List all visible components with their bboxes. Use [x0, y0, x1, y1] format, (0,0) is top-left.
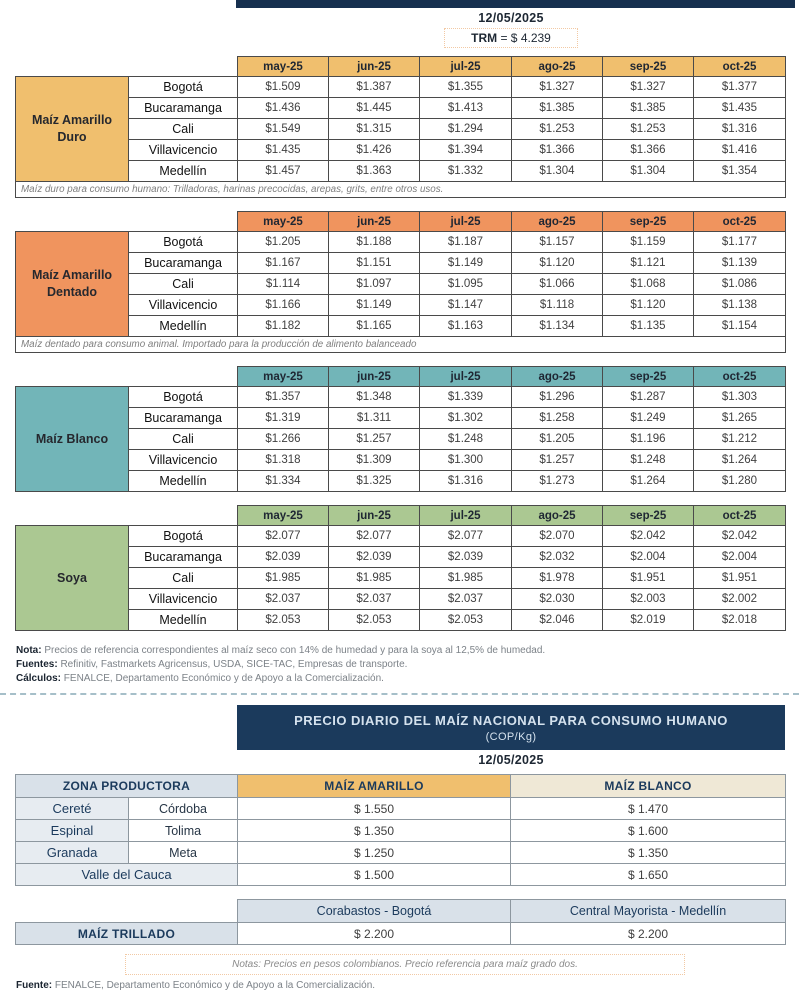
city-cell: Villavicencio — [129, 140, 238, 161]
price-cell: $1.280 — [694, 471, 786, 492]
price-cell: $1.413 — [420, 98, 512, 119]
central-mayorista-header: Central Mayorista - Medellín — [511, 900, 786, 923]
table-row — [16, 295, 786, 316]
zone-price-cell: $ 1.470 — [511, 798, 786, 820]
trm-value: = $ 4.239 — [500, 31, 551, 45]
city-cell: Medellín — [129, 316, 238, 337]
zone-header-row — [16, 775, 786, 798]
table-row — [16, 429, 786, 450]
price-table-section-0 — [15, 56, 785, 198]
price-cell: $1.135 — [603, 316, 694, 337]
price-cell: $1.149 — [420, 253, 512, 274]
city-cell: Cali — [129, 274, 238, 295]
fuente-text: FENALCE, Departamento Económico y de Apoyo a la Comercialización. — [54, 980, 376, 991]
table-row — [16, 568, 786, 589]
price-cell: $1.304 — [512, 161, 603, 182]
price-cell: $1.066 — [512, 274, 603, 295]
daily-section-header — [237, 705, 785, 767]
price-cell: $1.205 — [512, 429, 603, 450]
price-cell: $1.086 — [694, 274, 786, 295]
table-row — [16, 98, 786, 119]
fuentes-line — [16, 658, 799, 672]
city-cell: Villavicencio — [129, 450, 238, 471]
zone-dept-cell: Córdoba — [129, 798, 238, 820]
city-cell: Villavicencio — [129, 295, 238, 316]
price-cell: $1.248 — [603, 450, 694, 471]
city-cell: Bucaramanga — [129, 408, 238, 429]
calculos-text: FENALCE, Departamento Económico y de Apoyo a la Comercialización. — [63, 673, 384, 684]
month-header-row — [16, 506, 786, 526]
price-cell: $1.332 — [420, 161, 512, 182]
price-cell: $1.196 — [603, 429, 694, 450]
daily-date: 12/05/2025 — [478, 753, 544, 767]
nota-line — [16, 644, 799, 658]
price-cell: $2.004 — [603, 547, 694, 568]
price-cell: $1.355 — [420, 77, 512, 98]
city-cell: Cali — [129, 568, 238, 589]
price-cell: $1.139 — [694, 253, 786, 274]
price-cell: $1.985 — [329, 568, 420, 589]
table-row — [16, 589, 786, 610]
price-cell: $1.309 — [329, 450, 420, 471]
table-row — [16, 450, 786, 471]
price-cell: $1.188 — [329, 232, 420, 253]
zone-row — [16, 798, 786, 820]
price-cell: $2.004 — [694, 547, 786, 568]
table-row — [16, 610, 786, 631]
price-cell: $1.377 — [694, 77, 786, 98]
table-row — [16, 140, 786, 161]
price-cell: $1.348 — [329, 387, 420, 408]
price-cell: $2.042 — [603, 526, 694, 547]
maiz-amarillo-header: MAÍZ AMARILLO — [238, 775, 511, 798]
month-header-cell: jul-25 — [420, 212, 512, 232]
price-cell: $1.265 — [694, 408, 786, 429]
fuentes-text: Refinitiv, Fastmarkets Agricensus, USDA, SICE-TAC, Empresas de transporte. — [60, 659, 408, 670]
price-table-section-1 — [15, 211, 785, 353]
month-header-cell: oct-25 — [694, 212, 786, 232]
month-header-cell: jul-25 — [420, 367, 512, 387]
price-table — [15, 366, 786, 492]
price-cell: $1.311 — [329, 408, 420, 429]
price-table-section-3 — [15, 505, 785, 631]
price-cell: $1.385 — [603, 98, 694, 119]
report-header — [237, 11, 785, 48]
price-cell: $2.077 — [420, 526, 512, 547]
month-header-cell: jun-25 — [329, 367, 420, 387]
calculos-line — [16, 672, 799, 686]
price-cell: $1.951 — [603, 568, 694, 589]
city-cell: Villavicencio — [129, 589, 238, 610]
price-cell: $2.037 — [329, 589, 420, 610]
zone-row — [16, 842, 786, 864]
fuente-line — [16, 980, 799, 991]
price-cell: $1.138 — [694, 295, 786, 316]
table-row — [16, 77, 786, 98]
trillado-price-bogota: $ 2.200 — [238, 923, 511, 945]
fuente-label: Fuente: — [16, 980, 53, 991]
price-cell: $1.114 — [238, 274, 329, 295]
price-cell: $1.385 — [512, 98, 603, 119]
price-cell: $1.394 — [420, 140, 512, 161]
price-cell: $2.037 — [238, 589, 329, 610]
trillado-label: MAÍZ TRILLADO — [16, 923, 238, 945]
price-cell: $1.120 — [512, 253, 603, 274]
price-cell: $1.304 — [603, 161, 694, 182]
price-cell: $1.302 — [420, 408, 512, 429]
zone-price-cell: $ 1.500 — [238, 864, 511, 886]
price-cell: $1.147 — [420, 295, 512, 316]
price-cell: $1.287 — [603, 387, 694, 408]
price-cell: $2.070 — [512, 526, 603, 547]
zone-price-cell: $ 1.650 — [511, 864, 786, 886]
month-header-cell: jun-25 — [329, 212, 420, 232]
price-cell: $1.978 — [512, 568, 603, 589]
price-cell: $1.167 — [238, 253, 329, 274]
month-header-cell: sep-25 — [603, 506, 694, 526]
spacer-cell — [16, 900, 238, 923]
price-cell: $2.019 — [603, 610, 694, 631]
city-cell: Bogotá — [129, 526, 238, 547]
daily-title: PRECIO DIARIO DEL MAÍZ NACIONAL PARA CONSUMO HUMANO — [294, 713, 728, 728]
price-cell: $1.163 — [420, 316, 512, 337]
month-header-cell: jul-25 — [420, 506, 512, 526]
price-cell: $2.053 — [238, 610, 329, 631]
city-cell: Bogotá — [129, 77, 238, 98]
price-cell: $1.985 — [238, 568, 329, 589]
daily-title-box — [237, 705, 785, 750]
price-cell: $1.325 — [329, 471, 420, 492]
monthly-price-tables — [15, 56, 785, 631]
price-cell: $2.037 — [420, 589, 512, 610]
price-cell: $1.205 — [238, 232, 329, 253]
price-cell: $1.366 — [603, 140, 694, 161]
price-cell: $1.157 — [512, 232, 603, 253]
city-cell: Bucaramanga — [129, 253, 238, 274]
price-cell: $1.416 — [694, 140, 786, 161]
month-header-cell: ago-25 — [512, 506, 603, 526]
price-cell: $1.315 — [329, 119, 420, 140]
price-cell: $1.985 — [420, 568, 512, 589]
city-cell: Cali — [129, 119, 238, 140]
price-cell: $1.257 — [329, 429, 420, 450]
top-banner-partial — [236, 0, 795, 8]
price-cell: $2.053 — [420, 610, 512, 631]
month-header-cell: may-25 — [238, 506, 329, 526]
price-cell: $1.334 — [238, 471, 329, 492]
zone-dept-cell: Tolima — [129, 820, 238, 842]
notes-block — [16, 644, 799, 686]
zone-header: ZONA PRODUCTORA — [16, 775, 238, 798]
price-cell: $2.032 — [512, 547, 603, 568]
zone-name-cell: Granada — [16, 842, 129, 864]
table-row — [16, 232, 786, 253]
nota-label: Nota: — [16, 645, 42, 656]
price-cell: $1.095 — [420, 274, 512, 295]
price-cell: $1.253 — [512, 119, 603, 140]
price-cell: $1.435 — [238, 140, 329, 161]
price-cell: $1.257 — [512, 450, 603, 471]
table-row — [16, 253, 786, 274]
price-cell: $1.159 — [603, 232, 694, 253]
price-cell: $1.264 — [603, 471, 694, 492]
price-cell: $1.319 — [238, 408, 329, 429]
price-cell: $1.318 — [238, 450, 329, 471]
price-cell: $2.018 — [694, 610, 786, 631]
footnote-row — [16, 182, 786, 198]
price-cell: $1.549 — [238, 119, 329, 140]
price-cell: $2.030 — [512, 589, 603, 610]
maiz-blanco-header: MAÍZ BLANCO — [511, 775, 786, 798]
price-cell: $1.120 — [603, 295, 694, 316]
price-cell: $1.182 — [238, 316, 329, 337]
price-cell: $1.457 — [238, 161, 329, 182]
month-header-cell: ago-25 — [512, 57, 603, 77]
zone-price-cell: $ 1.350 — [238, 820, 511, 842]
table-row — [16, 408, 786, 429]
zone-name-cell: Espinal — [16, 820, 129, 842]
city-cell: Bogotá — [129, 232, 238, 253]
month-header-cell: sep-25 — [603, 212, 694, 232]
price-cell: $1.363 — [329, 161, 420, 182]
price-cell: $1.154 — [694, 316, 786, 337]
daily-subtitle: (COP/Kg) — [485, 731, 537, 743]
city-cell: Bogotá — [129, 387, 238, 408]
month-header-cell: sep-25 — [603, 367, 694, 387]
price-cell: $1.248 — [420, 429, 512, 450]
price-cell: $1.266 — [238, 429, 329, 450]
price-cell: $1.300 — [420, 450, 512, 471]
price-table — [15, 56, 786, 198]
price-cell: $2.077 — [329, 526, 420, 547]
zone-price-cell: $ 1.350 — [511, 842, 786, 864]
table-row — [16, 547, 786, 568]
price-cell: $1.118 — [512, 295, 603, 316]
price-cell: $1.253 — [603, 119, 694, 140]
product-label: Maíz Amarillo Dentado — [16, 232, 129, 337]
price-cell: $1.303 — [694, 387, 786, 408]
footnote-row — [16, 337, 786, 353]
trm-label: TRM — [471, 31, 498, 45]
spacer-cell — [16, 506, 238, 526]
city-cell: Cali — [129, 429, 238, 450]
table-footnote: Maíz dentado para consumo animal. Importado para la producción de alimento balanceado — [16, 337, 786, 353]
city-cell: Medellín — [129, 471, 238, 492]
city-cell: Medellín — [129, 610, 238, 631]
daily-notas-box: Notas: Precios en pesos colombianos. Precio referencia para maíz grado dos. — [125, 954, 685, 975]
spacer-cell — [16, 57, 238, 77]
price-cell: $1.327 — [603, 77, 694, 98]
price-cell: $1.177 — [694, 232, 786, 253]
price-cell: $1.187 — [420, 232, 512, 253]
nota-text: Precios de referencia correspondientes al maíz seco con 14% de humedad y para la soya al 12,5% de humedad. — [44, 645, 546, 656]
zone-row — [16, 820, 786, 842]
city-cell: Bucaramanga — [129, 547, 238, 568]
spacer-cell — [16, 212, 238, 232]
month-header-cell: may-25 — [238, 367, 329, 387]
price-cell: $1.327 — [512, 77, 603, 98]
price-table-section-2 — [15, 366, 785, 492]
month-header-cell: ago-25 — [512, 367, 603, 387]
trillado-header-row — [16, 900, 786, 923]
calculos-label: Cálculos: — [16, 673, 62, 684]
price-cell: $1.354 — [694, 161, 786, 182]
price-cell: $2.039 — [329, 547, 420, 568]
price-cell: $1.121 — [603, 253, 694, 274]
price-cell: $1.316 — [694, 119, 786, 140]
price-cell: $1.509 — [238, 77, 329, 98]
month-header-cell: oct-25 — [694, 57, 786, 77]
zone-row — [16, 864, 786, 886]
table-row — [16, 526, 786, 547]
month-header-cell: ago-25 — [512, 212, 603, 232]
spacer-cell — [16, 367, 238, 387]
month-header-cell: oct-25 — [694, 367, 786, 387]
product-label: Soya — [16, 526, 129, 631]
price-cell: $2.002 — [694, 589, 786, 610]
price-cell: $2.042 — [694, 526, 786, 547]
price-cell: $2.039 — [420, 547, 512, 568]
table-footnote: Maíz duro para consumo humano: Trilladoras, harinas precocidas, arepas, grits, entre otros usos. — [16, 182, 786, 198]
month-header-row — [16, 212, 786, 232]
price-cell: $1.264 — [694, 450, 786, 471]
table-row — [16, 119, 786, 140]
table-row — [16, 471, 786, 492]
month-header-cell: jun-25 — [329, 506, 420, 526]
price-cell: $1.273 — [512, 471, 603, 492]
month-header-row — [16, 367, 786, 387]
price-cell: $1.426 — [329, 140, 420, 161]
zone-price-cell: $ 1.550 — [238, 798, 511, 820]
price-cell: $2.046 — [512, 610, 603, 631]
table-row — [16, 316, 786, 337]
zone-dept-cell: Meta — [129, 842, 238, 864]
price-cell: $2.039 — [238, 547, 329, 568]
product-label: Maíz Amarillo Duro — [16, 77, 129, 182]
price-cell: $1.212 — [694, 429, 786, 450]
price-cell: $1.258 — [512, 408, 603, 429]
price-cell: $1.166 — [238, 295, 329, 316]
price-cell: $1.357 — [238, 387, 329, 408]
zone-name-cell: Cereté — [16, 798, 129, 820]
price-cell: $1.445 — [329, 98, 420, 119]
price-cell: $1.068 — [603, 274, 694, 295]
price-cell: $2.077 — [238, 526, 329, 547]
price-cell: $1.436 — [238, 98, 329, 119]
price-cell: $2.003 — [603, 589, 694, 610]
zone-price-cell: $ 1.250 — [238, 842, 511, 864]
trm-box — [444, 28, 578, 48]
trillado-row — [16, 923, 786, 945]
table-row — [16, 387, 786, 408]
trillado-table — [15, 899, 786, 945]
city-cell: Bucaramanga — [129, 98, 238, 119]
price-cell: $1.316 — [420, 471, 512, 492]
price-cell: $1.097 — [329, 274, 420, 295]
month-header-cell: may-25 — [238, 212, 329, 232]
price-cell: $1.165 — [329, 316, 420, 337]
price-cell: $1.151 — [329, 253, 420, 274]
table-row — [16, 274, 786, 295]
fuentes-label: Fuentes: — [16, 659, 58, 670]
zone-name-cell: Valle del Cauca — [16, 864, 238, 886]
price-cell: $1.249 — [603, 408, 694, 429]
trillado-price-medellin: $ 2.200 — [511, 923, 786, 945]
month-header-cell: jul-25 — [420, 57, 512, 77]
price-cell: $1.951 — [694, 568, 786, 589]
price-cell: $1.366 — [512, 140, 603, 161]
product-label: Maíz Blanco — [16, 387, 129, 492]
price-cell: $1.134 — [512, 316, 603, 337]
corabastos-header: Corabastos - Bogotá — [238, 900, 511, 923]
month-header-cell: oct-25 — [694, 506, 786, 526]
zone-price-cell: $ 1.600 — [511, 820, 786, 842]
month-header-row — [16, 57, 786, 77]
price-table — [15, 211, 786, 353]
month-header-cell: jun-25 — [329, 57, 420, 77]
report-date: 12/05/2025 — [478, 11, 544, 25]
price-cell: $1.294 — [420, 119, 512, 140]
price-cell: $1.435 — [694, 98, 786, 119]
price-cell: $2.053 — [329, 610, 420, 631]
price-cell: $1.339 — [420, 387, 512, 408]
price-cell: $1.296 — [512, 387, 603, 408]
price-table — [15, 505, 786, 631]
table-row — [16, 161, 786, 182]
city-cell: Medellín — [129, 161, 238, 182]
price-cell: $1.387 — [329, 77, 420, 98]
month-header-cell: sep-25 — [603, 57, 694, 77]
section-divider — [0, 693, 799, 695]
zone-price-table — [15, 774, 786, 886]
month-header-cell: may-25 — [238, 57, 329, 77]
price-cell: $1.149 — [329, 295, 420, 316]
